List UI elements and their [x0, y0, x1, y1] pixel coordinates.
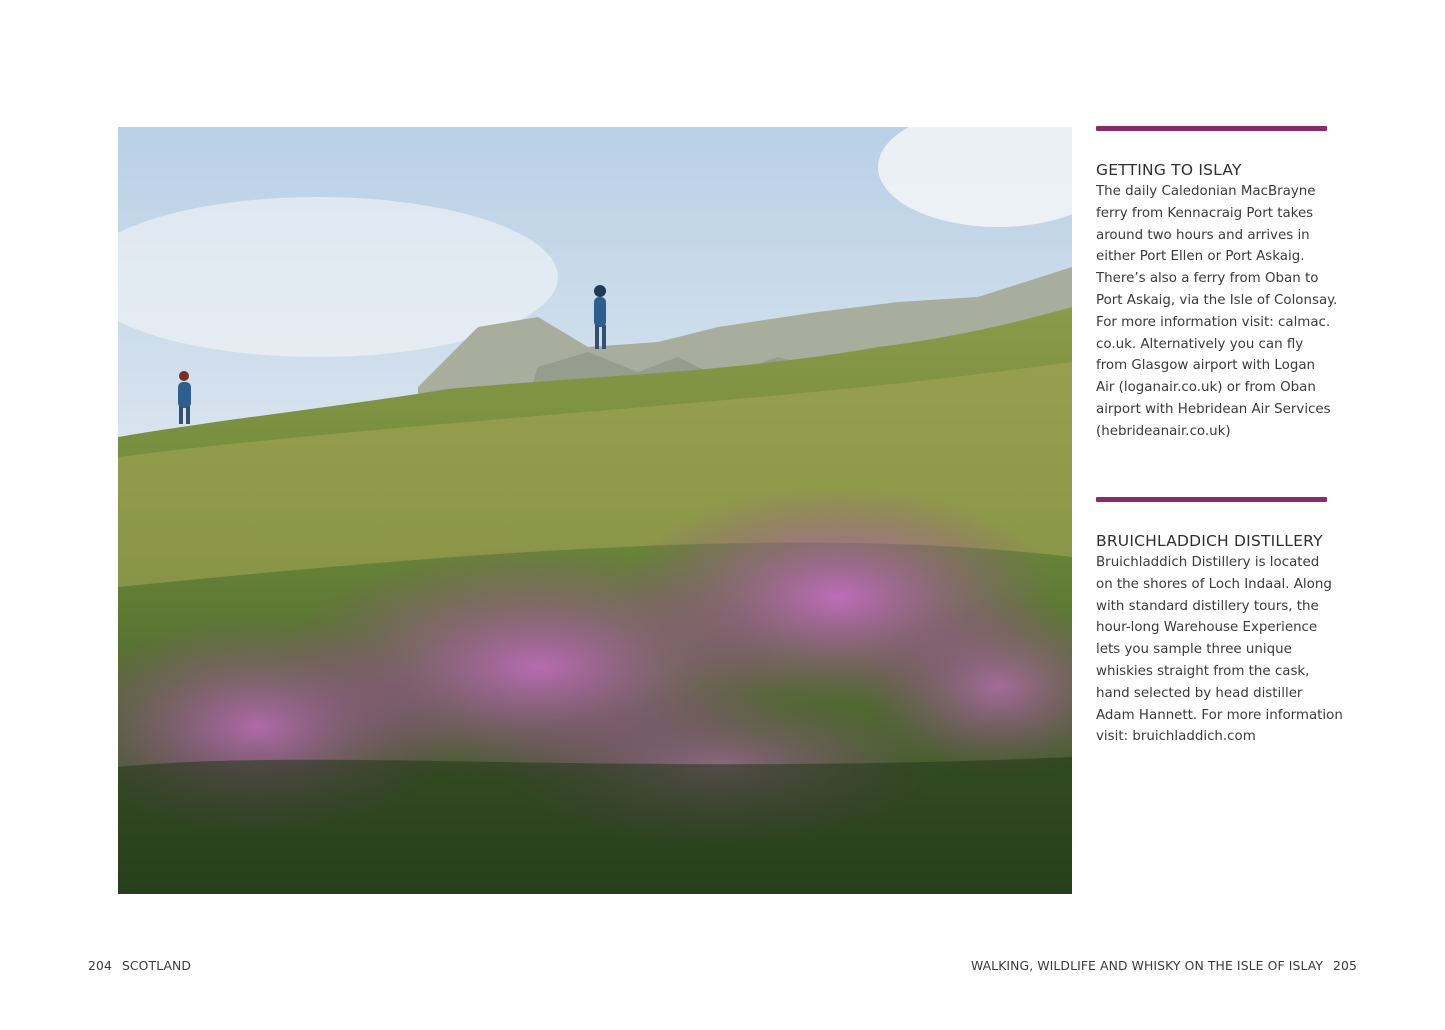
section-body — [1096, 181, 1338, 443]
body-line: airport with Hebridean Air Services — [1096, 401, 1331, 417]
body-line: For more information visit: calmac. — [1096, 314, 1331, 330]
body-line: hour-long Warehouse Experience — [1096, 620, 1318, 636]
body-line: whiskies straight from the cask, — [1096, 663, 1310, 679]
heather-hillside-photo — [118, 127, 1072, 894]
section-heading: BRUICHLADDICH DISTILLERY — [1096, 532, 1323, 550]
foreground-shadow — [118, 757, 1072, 894]
body-line: Air (loganair.co.uk) or from Oban — [1096, 380, 1316, 396]
section-divider — [1096, 497, 1327, 502]
footer-right — [971, 958, 1357, 973]
body-line: with standard distillery tours, the — [1096, 598, 1319, 614]
body-line: either Port Ellen or Port Askaig. — [1096, 249, 1305, 265]
photo-illustration — [118, 127, 1072, 894]
body-line: co.uk. Alternatively you can fly — [1096, 336, 1304, 352]
body-line: around two hours and arrives in — [1096, 227, 1310, 243]
body-line: lets you sample three unique — [1096, 642, 1292, 658]
getting-to-islay-section — [1096, 126, 1338, 443]
body-line: Adam Hannett. For more information — [1096, 707, 1343, 723]
footer-left — [88, 958, 191, 973]
body-line: ferry from Kennacraig Port takes — [1096, 205, 1314, 221]
body-line: hand selected by head distiller — [1096, 685, 1303, 701]
bruichladdich-distillery-section — [1096, 497, 1343, 748]
body-line: There’s also a ferry from Oban to — [1096, 271, 1319, 287]
section-heading: GETTING TO ISLAY — [1096, 161, 1242, 179]
section-body — [1096, 552, 1343, 748]
right-running-title: WALKING, WILDLIFE AND WHISKY ON THE ISLE OF ISLAY — [970, 958, 1324, 973]
body-line: from Glasgow airport with Logan — [1096, 358, 1316, 374]
right-page-number: 205 — [1333, 958, 1357, 973]
section-divider — [1096, 126, 1327, 131]
body-line: visit: bruichladdich.com — [1096, 729, 1256, 745]
body-line: The daily Caledonian MacBrayne — [1096, 184, 1316, 199]
body-line: Bruichladdich Distillery is located — [1096, 555, 1320, 570]
body-line: Port Askaig, via the Isle of Colonsay. — [1096, 292, 1338, 308]
left-page-number: 204 — [88, 958, 112, 973]
body-line: on the shores of Loch Indaal. Along — [1096, 576, 1332, 592]
body-line: (hebrideanair.co.uk) — [1096, 423, 1231, 439]
left-running-title: SCOTLAND — [121, 958, 192, 973]
